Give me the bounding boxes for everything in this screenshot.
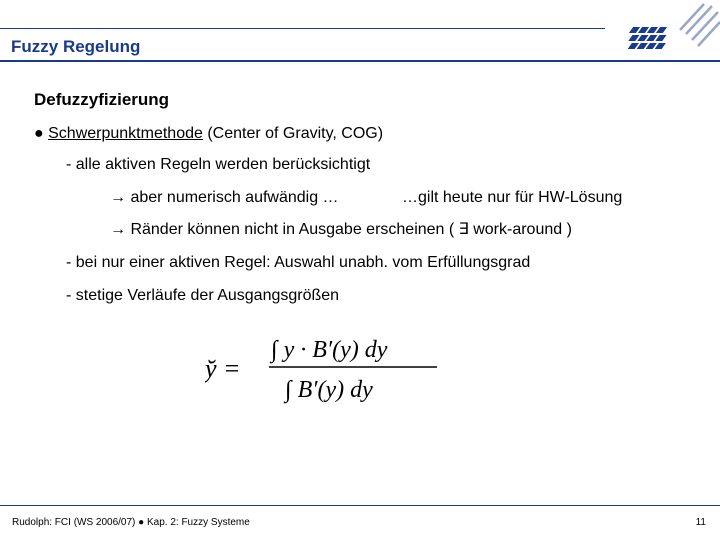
bullet-term: Schwerpunktmethode [48,125,203,142]
point-line-2: - bei nur einer aktiven Regel: Auswahl unabh. vom Erfüllungsgrad [66,254,531,271]
page-number: 11 [695,517,706,528]
bullet-icon: ● [34,125,44,142]
formula-denominator: ∫ B′(y) dy [285,377,373,403]
arrow-line-2: → Ränder können nicht in Ausgabe erscheinen ( ∃ work-around ) [110,221,572,238]
footer-citation: Rudolph: FCI (WS 2006/07) ● Kap. 2: Fuzzy Systeme [12,517,250,528]
slide-title: Fuzzy Regelung [11,37,141,56]
cog-formula [205,325,445,415]
bullet-line [34,125,383,143]
point-line-1: - alle aktiven Regeln werden berücksichtigt [66,156,371,173]
formula-lhs: y̆ = [205,354,241,383]
arrow-line-1b: …gilt heute nur für HW-Lösung [402,189,623,206]
university-logo-icon [612,0,720,62]
bullet-rest: (Center of Gravity, COG) [202,125,384,142]
arrow-line-1a: → aber numerisch aufwändig … [110,189,339,206]
section-heading: Defuzzyfizierung [34,90,170,109]
header-top-rule [0,28,605,29]
point-line-3: - stetige Verläufe der Ausgangsgrößen [66,287,340,304]
footer-rule [0,505,720,506]
formula-numerator: ∫ y · B′(y) dy [271,337,388,363]
